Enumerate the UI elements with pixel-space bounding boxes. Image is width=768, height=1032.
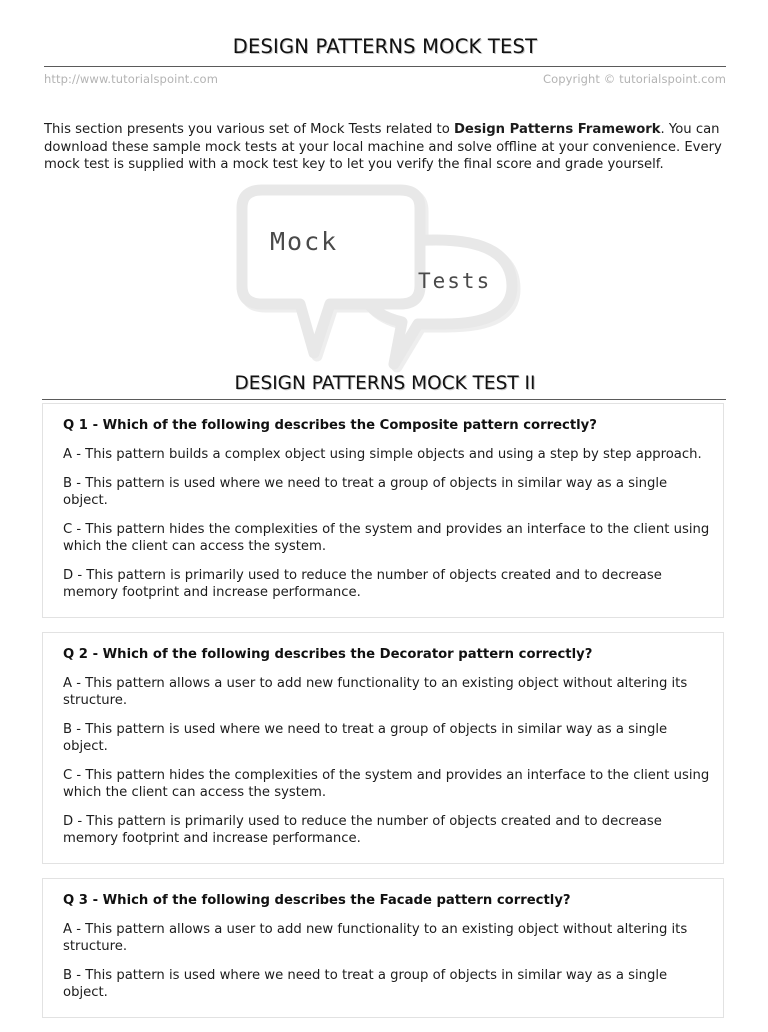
bubble-label-mock: Mock: [270, 227, 339, 256]
question-block: [42, 632, 724, 864]
question-block: [42, 878, 724, 1018]
intro-paragraph: [44, 121, 730, 174]
question-title: Q 3 - Which of the following describes the Facade pattern correctly?: [63, 892, 571, 908]
question-option[interactable]: D - This pattern is primarily used to reduce the number of objects created and to decrease memory footprint and increase performance.: [63, 567, 662, 600]
question-title: Q 2 - Which of the following describes the Decorator pattern correctly?: [63, 646, 593, 662]
question-title: Q 1 - Which of the following describes the Composite pattern correctly?: [63, 418, 597, 433]
question-option[interactable]: A - This pattern builds a complex object using simple objects and using a step by step approach.: [63, 447, 702, 462]
question-option[interactable]: C - This pattern hides the complexities of the system and provides an interface to the client using which the client can access the system.: [63, 767, 710, 800]
question-option[interactable]: B - This pattern is used where we need to treat a group of objects in similar way as a single object.: [63, 721, 668, 754]
section-divider: [42, 399, 726, 400]
questions-list: [42, 403, 724, 1032]
bubble-label-tests: Tests: [418, 269, 492, 293]
intro-bold-term: Design Patterns Framework: [453, 122, 661, 138]
page-title: DESIGN PATTERNS MOCK TEST: [232, 35, 538, 58]
question-option[interactable]: B - This pattern is used where we need to treat a group of objects in similar way as a single object.: [63, 967, 668, 1000]
question-option[interactable]: A - This pattern allows a user to add new functionality to an existing object without altering its structure.: [63, 675, 688, 708]
speech-bubbles-illustration: [222, 178, 548, 376]
copyright-notice: Copyright © tutorialspoint.com: [542, 72, 726, 86]
question-block: [42, 403, 724, 618]
question-option[interactable]: C - This pattern hides the complexities of the system and provides an interface to the client using which the client can access the system.: [63, 521, 710, 554]
question-option[interactable]: A - This pattern allows a user to add new functionality to an existing object without altering its structure.: [63, 921, 688, 954]
mock-tests-graphic: [222, 178, 548, 376]
site-url[interactable]: http://www.tutorialspoint.com: [44, 72, 218, 86]
header-meta: [44, 72, 726, 88]
question-option[interactable]: B - This pattern is used where we need to treat a group of objects in similar way as a single object.: [63, 475, 668, 508]
page-header: [44, 34, 726, 88]
intro-text-part2: . You can download these sample mock tests at your local machine and solve offline at your convenience. Every mock test is supplied with a mock test key to let you verify the final score and grade yourself.: [44, 122, 722, 173]
intro-text-part1: This section presents you various set of Mock Tests related to: [44, 122, 454, 138]
question-option[interactable]: D - This pattern is primarily used to reduce the number of objects created and to decrease memory footprint and increase performance.: [63, 813, 662, 846]
section-heading: DESIGN PATTERNS MOCK TEST II: [234, 373, 536, 394]
header-divider: [44, 66, 726, 67]
